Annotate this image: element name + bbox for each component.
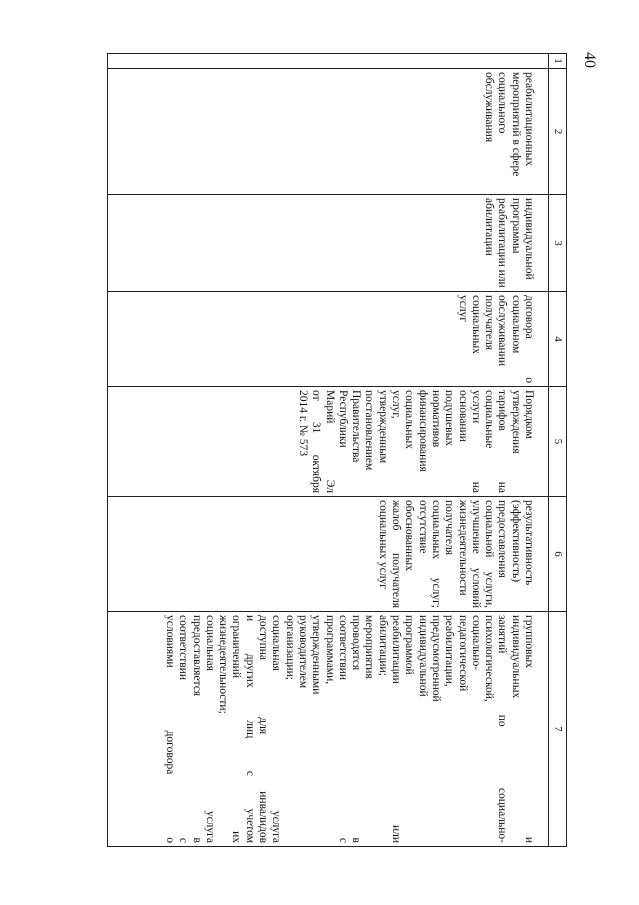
cell-line: услуг, bbox=[390, 390, 403, 419]
cell-col-5 bbox=[108, 387, 549, 497]
cell-line: социальных услуг; bbox=[429, 500, 442, 608]
cell-line: проводятся в bbox=[350, 615, 363, 843]
cell-col-2 bbox=[108, 69, 549, 195]
cell-line: занятий по социально- bbox=[496, 615, 509, 843]
cell-line: реабилитации или bbox=[496, 198, 509, 288]
cell-line: социальной услуги, bbox=[483, 500, 496, 608]
cell-line: нормативов bbox=[429, 390, 442, 448]
cell-line: обоснованных bbox=[403, 500, 416, 571]
column-header-3: 3 bbox=[549, 195, 567, 292]
cell-line: утвержденными bbox=[310, 615, 323, 695]
cell-line: социальном bbox=[509, 295, 522, 354]
cell-line: программой bbox=[403, 615, 416, 675]
cell-line: отсутствие bbox=[416, 500, 429, 554]
cell-line: абилитации; bbox=[376, 615, 389, 676]
cell-line: социального bbox=[496, 72, 509, 134]
cell-line: индивидуальной bbox=[523, 198, 535, 280]
column-header-6: 6 bbox=[549, 497, 567, 612]
cell-line: получателя bbox=[483, 295, 496, 350]
cell-line: мероприятий в сфере bbox=[509, 72, 522, 177]
cell-col-4 bbox=[108, 292, 549, 387]
cell-line: соответствии с bbox=[336, 615, 349, 843]
cell-line: организации; bbox=[283, 615, 296, 680]
cell-line: жалоб получателя bbox=[390, 500, 403, 608]
cell-line: (эффективность) bbox=[509, 500, 522, 583]
cell-line: социальных услуг bbox=[376, 500, 389, 589]
column-header-2: 2 bbox=[549, 69, 567, 195]
cell-line: индивидуальной bbox=[416, 615, 429, 697]
rotated-table-wrapper bbox=[107, 53, 567, 846]
cell-line: тарифов на bbox=[496, 390, 509, 493]
cell-line: Правительства bbox=[350, 390, 363, 463]
page-number: 40 bbox=[581, 52, 598, 68]
cell-line: утверждения bbox=[509, 390, 522, 454]
cell-line: услуги на bbox=[469, 390, 482, 493]
cell-line: мероприятия bbox=[363, 615, 376, 679]
column-header-7: 7 bbox=[549, 612, 567, 847]
column-header-4: 4 bbox=[549, 292, 567, 387]
cell-line: постановлением bbox=[363, 390, 376, 471]
cell-text bbox=[482, 72, 535, 191]
cell-line: социальных bbox=[403, 390, 416, 449]
cell-line: утвержденным bbox=[376, 390, 389, 464]
cell-line: предоставления bbox=[496, 500, 509, 578]
cell-line: жизнедеятельности; bbox=[217, 615, 230, 714]
cell-text bbox=[455, 295, 535, 383]
cell-line: услуг bbox=[456, 295, 469, 323]
cell-text bbox=[482, 198, 535, 288]
cell-text bbox=[163, 615, 535, 843]
cell-line: реабилитации, bbox=[443, 615, 456, 687]
cell-col-7 bbox=[108, 612, 549, 847]
cell-line: социально- bbox=[469, 615, 482, 671]
cell-line: предусмотренной bbox=[429, 615, 442, 702]
cell-col-3 bbox=[108, 195, 549, 292]
cell-line: индивидуальных bbox=[509, 615, 522, 699]
cell-line: Республики bbox=[336, 390, 349, 448]
cell-line: социальные bbox=[483, 390, 496, 449]
cell-col-6 bbox=[108, 497, 549, 612]
cell-line: социальная услуга bbox=[270, 615, 283, 843]
cell-line: Марий Эл bbox=[323, 390, 336, 493]
cell-line: реабилитации или bbox=[390, 615, 403, 843]
cell-line: получателя bbox=[443, 500, 456, 555]
cell-line: программами, bbox=[323, 615, 336, 685]
cell-line: результативность bbox=[523, 500, 535, 586]
cell-line: обслуживания bbox=[483, 72, 496, 143]
cell-line: социальная услуга bbox=[203, 615, 216, 843]
cell-text bbox=[375, 500, 535, 608]
cell-line: программы bbox=[509, 198, 522, 254]
cell-line: подушевых bbox=[443, 390, 456, 447]
cell-line: ограничений их bbox=[230, 615, 243, 843]
column-header-5: 5 bbox=[549, 387, 567, 497]
cell-line: и других лиц с учетом bbox=[243, 615, 256, 843]
cell-line: улучшение условий bbox=[469, 500, 482, 608]
cell-line: предоставляется в bbox=[190, 615, 203, 843]
cell-line: обслуживании bbox=[496, 295, 509, 366]
table-row bbox=[108, 54, 549, 847]
header-row bbox=[549, 54, 567, 847]
cell-line: социальных bbox=[469, 295, 482, 354]
cell-line: абилитации bbox=[483, 198, 496, 256]
cell-line: основании bbox=[456, 390, 469, 442]
cell-line: жизнедеятельности bbox=[456, 500, 469, 596]
column-header-1: 1 bbox=[549, 54, 567, 69]
cell-line: условиями договора о bbox=[163, 615, 176, 843]
cell-line: педагогической bbox=[456, 615, 469, 692]
cell-line: соответствии с bbox=[177, 615, 190, 843]
cell-col-1 bbox=[108, 54, 549, 69]
cell-text bbox=[296, 390, 535, 493]
cell-line: психологической, bbox=[483, 615, 496, 702]
cell-line: финансирования bbox=[416, 390, 429, 472]
cell-line: реабилитационных bbox=[523, 72, 535, 167]
cell-line: договора о bbox=[523, 295, 535, 383]
cell-line: Порядком bbox=[523, 390, 535, 439]
cell-line: от 31 октября bbox=[310, 390, 323, 493]
cell-line: руководителем bbox=[296, 615, 309, 689]
services-table bbox=[107, 53, 567, 847]
cell-line: 2014 г. № 573 bbox=[296, 390, 309, 457]
cell-line: доступна для инвалидов bbox=[257, 615, 270, 843]
cell-line: групповых и bbox=[523, 615, 535, 843]
